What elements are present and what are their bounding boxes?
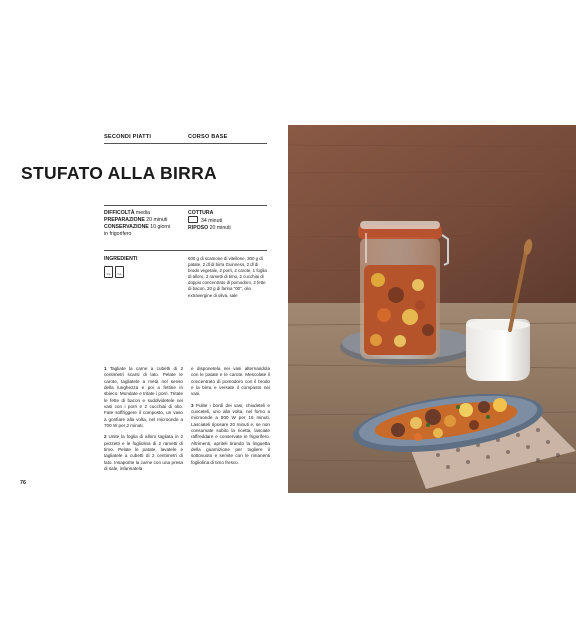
rest-label: RIPOSO [188, 224, 209, 231]
header-rule [104, 143, 267, 144]
ingredients-text: 600 g di scamone di vitellone, 300 g di patate, 2 dl di birra Guinness, 2 dl di brodo vegetale, 2 porri, 2 carote, 1 foglia di alloro, 2 rametti di timo, 2 cucchiai di doppio concentrato di pomodoro, 2 fette di bacon, 20 g di farina "00", olio extravergine di oliva, sale [188, 256, 267, 298]
storage-label: CONSERVAZIONE [104, 224, 149, 230]
ingredients-label: INGREDIENTI [104, 256, 138, 262]
cook-label: COTTURA [188, 210, 214, 216]
dish-photo [288, 125, 576, 493]
difficulty-label: DIFFICOLTÀ [104, 210, 135, 216]
storage-value-2: in frigorifero [104, 231, 132, 237]
meta-left [104, 210, 170, 238]
jar-icons [104, 266, 124, 278]
level-label: CORSO BASE [188, 134, 228, 140]
recipe-title: STUFATO ALLA BIRRA [21, 163, 217, 183]
category-label: SECONDI PIATTI [104, 134, 152, 140]
steps-column-left [104, 366, 183, 478]
rest-value: 20 minuti [209, 224, 231, 231]
jar-icon: ¾L [104, 266, 113, 278]
steps-column-right [191, 366, 270, 471]
step-2-continued: e disponetela nei vasi alternandola con le patate e le carote. Mescolate il concentrato di pomodoro con il brodo e la birra e versate il composto nei vasi. [191, 366, 270, 397]
difficulty-value: media [135, 210, 151, 216]
meta-rule-bottom [104, 250, 267, 251]
microwave-icon [188, 216, 198, 223]
step-1: 1 Tagliate la carne a cubetti di 2 centimetri scarsi di lato. Pelate le carote, tagliatele a metà nel senso della lunghezza e poi a fettine in sbieco. Mondate e tritate i porri. Tritate le fette di bacon e suddividetele nei vasi con i porri e 2 cucchiai di olio. Fate soffriggere il composto, un vaso a gonfiare alla volta, nel microonde a 700 W per 2 minuti. [104, 366, 183, 429]
page-number: 76 [20, 480, 26, 486]
step-2: 2 Unite la foglia di alloro tagliata in 2 pezzetti e le fogliolina di 2 rametti di timo. Pelate le patate, lavatele e tagliatele a cubetti di 2 centimetri di lato. Insaporite la carne con una presa di sale, infarinatela [104, 434, 183, 472]
step-3: 3 Pulite i bordi dei vasi, chiudeteli e cuoceteli, uno alla volta, nel forno a microonde a 800 W per 16 minuti. Lasciateli riposare 20 minuti e, se non consumate subito la ricetta, lasciate raffreddare e conservate in frigorifero. Altrimenti, apriteli tirando la linguetta della guarnizione per togliere il sottovuoto e servite con le rimanenti fogliolina di timo fresco. [191, 402, 270, 465]
prep-value: 20 minuti [146, 217, 168, 223]
cook-value: 34 minuti [201, 217, 223, 224]
storage-value: 10 giorni [150, 224, 171, 230]
jar-icon: ¾L [115, 266, 124, 278]
prep-label: PREPARAZIONE [104, 217, 145, 223]
meta-rule-top [104, 205, 267, 206]
meta-right [188, 210, 231, 232]
